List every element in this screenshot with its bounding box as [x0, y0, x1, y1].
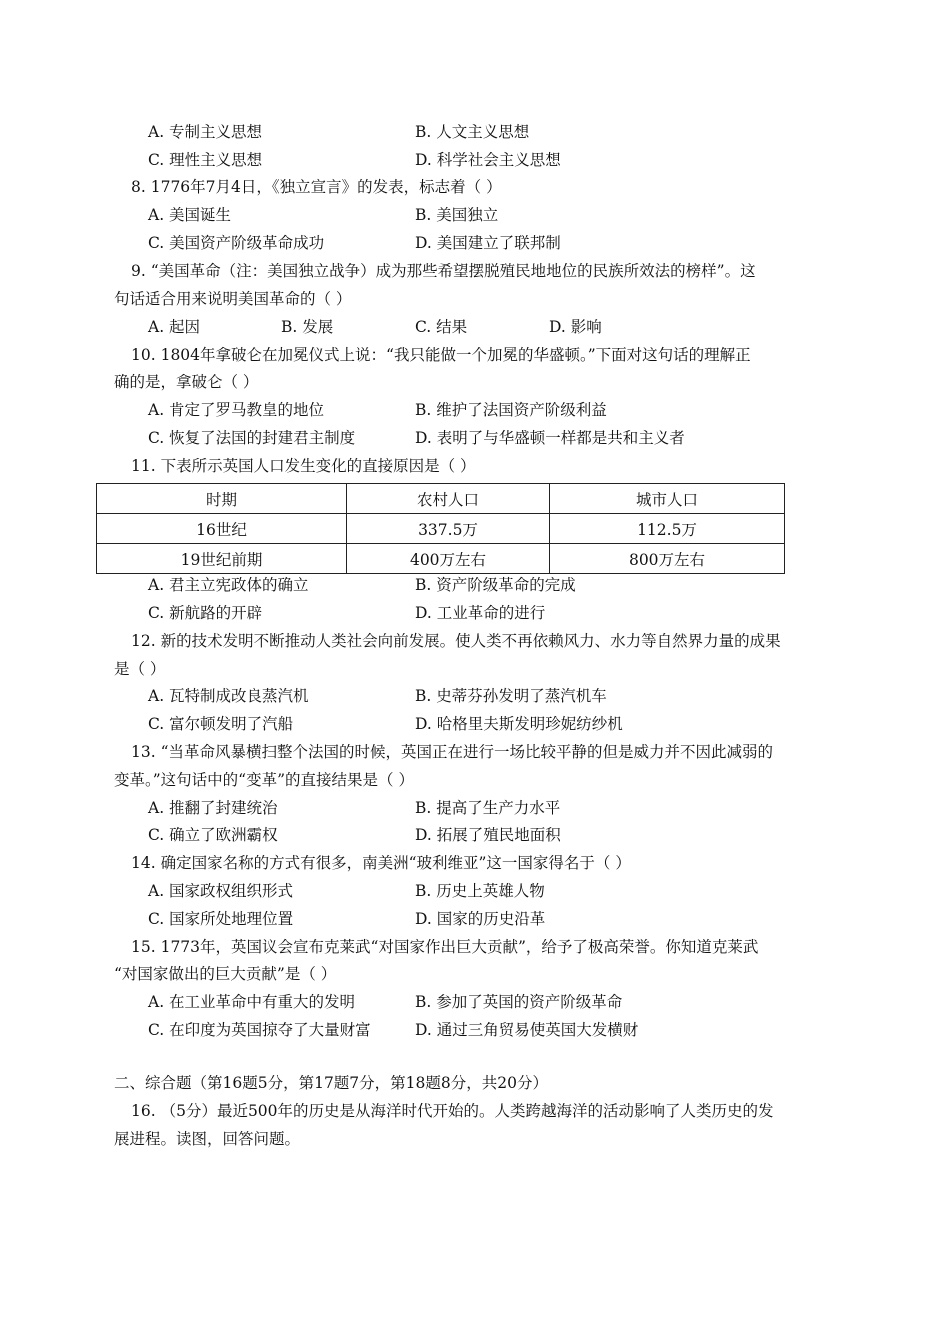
table-cell: 337.5万 — [347, 514, 550, 544]
table-row — [97, 514, 785, 544]
q13-option-c: C. 确立了欧洲霸权 — [148, 826, 278, 844]
q15-option-d: D. 通过三角贸易使英国大发横财 — [415, 1021, 639, 1039]
table-header-cell: 时期 — [97, 484, 347, 514]
q8-option-c: C. 美国资产阶级革命成功 — [148, 234, 325, 252]
q10-option-b: B. 维护了法国资产阶级利益 — [415, 401, 607, 419]
q9-option-d: D. 影响 — [549, 318, 602, 336]
q8-option-a: A. 美国诞生 — [148, 206, 232, 224]
q12-stem-line1: 12. 新的技术发明不断推动人类社会向前发展。使人类不再依赖风力、水力等自然界力量的成果 — [131, 632, 781, 650]
q10-stem-line2: 确的是，拿破仑（ ） — [114, 373, 259, 391]
q8-option-b: B. 美国独立 — [415, 206, 499, 224]
q8-stem: 8. 1776年7月4日，《独立宣言》的发表，标志着（ ） — [131, 178, 502, 196]
q8-option-d: D. 美国建立了联邦制 — [415, 234, 561, 252]
q13-stem-line2: 变革。”这句话中的“变革”的直接结果是（ ） — [114, 771, 414, 789]
q11-option-c: C. 新航路的开辟 — [148, 604, 263, 622]
q15-stem-line1: 15. 1773年，英国议会宣布克莱武“对国家作出巨大贡献”，给予了极高荣誉。你知道克莱武 — [131, 938, 759, 956]
q9-option-b: B. 发展 — [281, 318, 334, 336]
population-table — [96, 483, 785, 574]
q14-option-b: B. 历史上英雄人物 — [415, 882, 545, 900]
table-cell: 112.5万 — [550, 514, 785, 544]
q15-option-b: B. 参加了英国的资产阶级革命 — [415, 993, 623, 1011]
table-row — [97, 544, 785, 574]
q9-stem-line2: 句话适合用来说明美国革命的（ ） — [114, 290, 352, 308]
q14-option-a: A. 国家政权组织形式 — [148, 882, 294, 900]
q7-option-d: D. 科学社会主义思想 — [415, 151, 561, 169]
q7-option-c: C. 理性主义思想 — [148, 151, 263, 169]
table-header-cell: 农村人口 — [347, 484, 550, 514]
table-cell: 400万左右 — [347, 544, 550, 574]
q15-stem-line2: “对国家做出的巨大贡献”是（ ） — [114, 965, 337, 983]
section-2-title: 二、综合题（第16题5分，第17题7分，第18题8分，共20分） — [114, 1074, 548, 1092]
q12-option-a: A. 瓦特制成改良蒸汽机 — [148, 687, 309, 705]
q12-option-d: D. 哈格里夫斯发明珍妮纺纱机 — [415, 715, 623, 733]
q10-option-d: D. 表明了与华盛顿一样都是共和主义者 — [415, 429, 685, 447]
q14-stem: 14. 确定国家名称的方式有很多，南美洲“玻利维亚”这一国家得名于（ ） — [131, 854, 631, 872]
q14-option-c: C. 国家所处地理位置 — [148, 910, 294, 928]
q11-stem: 11. 下表所示英国人口发生变化的直接原因是（ ） — [131, 457, 476, 475]
q9-option-c: C. 结果 — [415, 318, 468, 336]
q15-option-c: C. 在印度为英国掠夺了大量财富 — [148, 1021, 371, 1039]
q11-option-d: D. 工业革命的进行 — [415, 604, 546, 622]
q12-option-b: B. 史蒂芬孙发明了蒸汽机车 — [415, 687, 607, 705]
q13-option-a: A. 推翻了封建统治 — [148, 799, 278, 817]
table-header-cell: 城市人口 — [550, 484, 785, 514]
q14-option-d: D. 国家的历史沿革 — [415, 910, 546, 928]
q13-stem-line1: 13. “当革命风暴横扫整个法国的时候，英国正在进行一场比较平静的但是威力并不因此减弱的 — [131, 743, 774, 761]
q10-option-a: A. 肯定了罗马教皇的地位 — [148, 401, 325, 419]
q11-option-a: A. 君主立宪政体的确立 — [148, 576, 309, 594]
q7-option-b: B. 人文主义思想 — [415, 123, 530, 141]
table-cell: 800万左右 — [550, 544, 785, 574]
q9-option-a: A. 起因 — [148, 318, 201, 336]
table-cell: 16世纪 — [97, 514, 347, 544]
q10-stem-line1: 10. 1804年拿破仑在加冕仪式上说：“我只能做一个加冕的华盛顿。”下面对这句话的理解正 — [131, 346, 751, 364]
q13-option-d: D. 拓展了殖民地面积 — [415, 826, 561, 844]
q13-option-b: B. 提高了生产力水平 — [415, 799, 561, 817]
q7-option-a: A. 专制主义思想 — [148, 123, 263, 141]
table-header-row — [97, 484, 785, 514]
q12-option-c: C. 富尔顿发明了汽船 — [148, 715, 294, 733]
q15-option-a: A. 在工业革命中有重大的发明 — [148, 993, 356, 1011]
q16-stem-line2: 展进程。读图，回答问题。 — [114, 1130, 301, 1148]
q10-option-c: C. 恢复了法国的封建君主制度 — [148, 429, 356, 447]
q9-stem-line1: 9. “美国革命（注：美国独立战争）成为那些希望摆脱殖民地地位的民族所效法的榜样”。这 — [131, 262, 756, 280]
q16-stem-line1: 16. （5分）最近500年的历史是从海洋时代开始的。人类跨越海洋的活动影响了人类历史的发 — [131, 1102, 774, 1120]
q12-stem-line2: 是（ ） — [114, 660, 166, 678]
q11-option-b: B. 资产阶级革命的完成 — [415, 576, 576, 594]
table-cell: 19世纪前期 — [97, 544, 347, 574]
